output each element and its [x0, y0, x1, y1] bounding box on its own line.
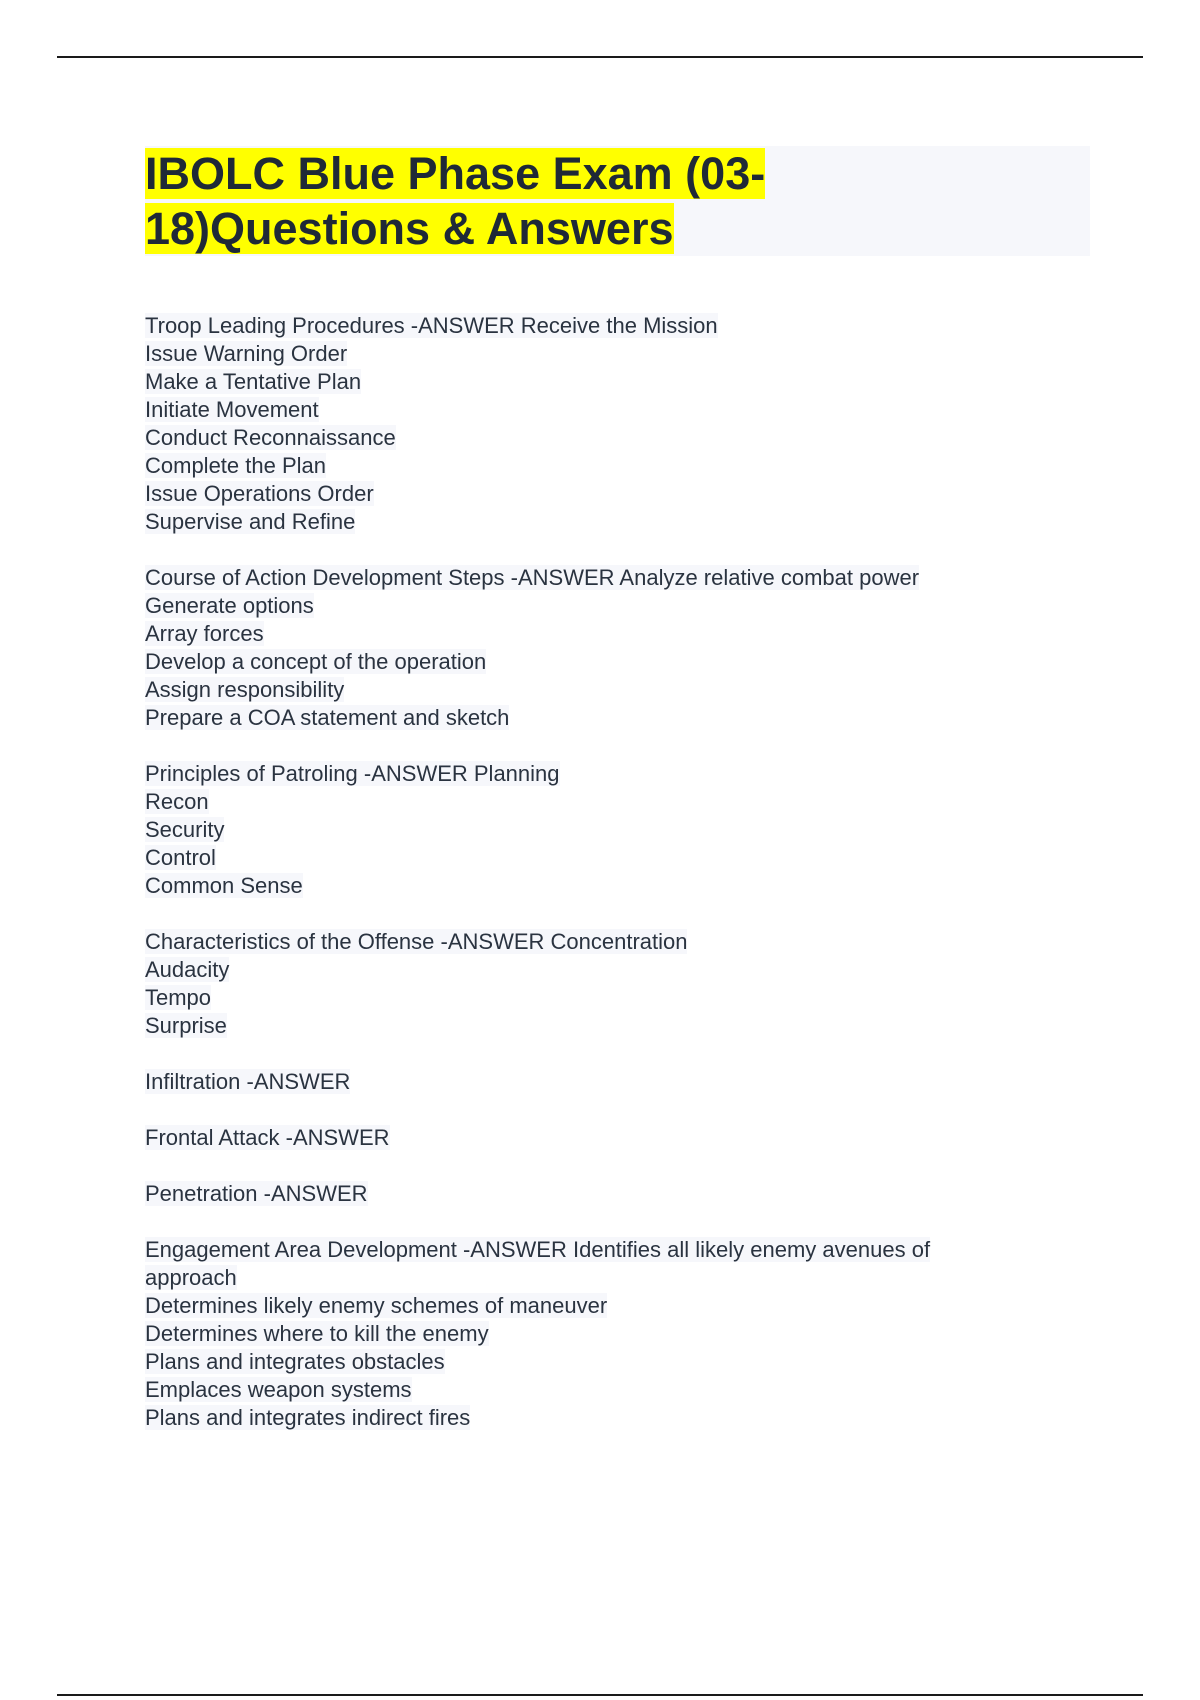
qa-line: Tempo: [145, 985, 212, 1010]
qa-line: Troop Leading Procedures -ANSWER Receive the Mission: [145, 313, 718, 338]
qa-line: Principles of Patroling -ANSWER Planning: [145, 761, 560, 786]
bottom-rule: [57, 1694, 1143, 1696]
qa-line: Determines where to kill the enemy: [145, 1321, 489, 1346]
qa-entry-characteristics-of-offense: [145, 928, 1045, 1040]
qa-line: Plans and integrates obstacles: [145, 1349, 445, 1374]
qa-entry-engagement-area-development: [145, 1236, 1045, 1432]
qa-line: Emplaces weapon systems: [145, 1377, 412, 1402]
title-block: [145, 146, 1090, 256]
qa-line: Security: [145, 817, 225, 842]
qa-line: Infiltration -ANSWER: [145, 1069, 351, 1094]
qa-line: Course of Action Development Steps -ANSWER Analyze relative combat power: [145, 565, 920, 590]
qa-line: Make a Tentative Plan: [145, 369, 362, 394]
qa-entry-infiltration: [145, 1068, 1045, 1096]
qa-line: Complete the Plan: [145, 453, 326, 478]
qa-line: Common Sense: [145, 873, 303, 898]
qa-line: Recon: [145, 789, 209, 814]
qa-line: Penetration -ANSWER: [145, 1181, 368, 1206]
qa-line: Supervise and Refine: [145, 509, 356, 534]
qa-line: Plans and integrates indirect fires: [145, 1405, 471, 1430]
qa-line: Issue Operations Order: [145, 481, 374, 506]
qa-entry-frontal-attack: [145, 1124, 1045, 1152]
top-rule: [57, 56, 1143, 58]
qa-line: Surprise: [145, 1013, 227, 1038]
qa-entry-coa-development-steps: [145, 564, 1045, 732]
qa-line: Frontal Attack -ANSWER: [145, 1125, 390, 1150]
title-line-2: 18)Questions & Answers: [145, 203, 674, 254]
qa-line: Generate options: [145, 593, 314, 618]
qa-line: Issue Warning Order: [145, 341, 348, 366]
qa-line: Audacity: [145, 957, 230, 982]
qa-line: Conduct Reconnaissance: [145, 425, 396, 450]
qa-content: [145, 312, 1045, 1460]
qa-line: Control: [145, 845, 216, 870]
qa-line: Characteristics of the Offense -ANSWER Concentration: [145, 929, 688, 954]
qa-line: Develop a concept of the operation: [145, 649, 487, 674]
qa-line: Array forces: [145, 621, 264, 646]
qa-entry-troop-leading-procedures: [145, 312, 1045, 536]
qa-entry-principles-of-patroling: [145, 760, 1045, 900]
title-line-1: IBOLC Blue Phase Exam (03-: [145, 148, 766, 199]
qa-line: Prepare a COA statement and sketch: [145, 705, 510, 730]
qa-entry-penetration: [145, 1180, 1045, 1208]
document-title: [145, 146, 1090, 256]
qa-line: Initiate Movement: [145, 397, 319, 422]
qa-line: Assign responsibility: [145, 677, 345, 702]
qa-line: Engagement Area Development -ANSWER Identifies all likely enemy avenues of approach: [145, 1237, 931, 1290]
qa-line: Determines likely enemy schemes of maneuver: [145, 1293, 608, 1318]
